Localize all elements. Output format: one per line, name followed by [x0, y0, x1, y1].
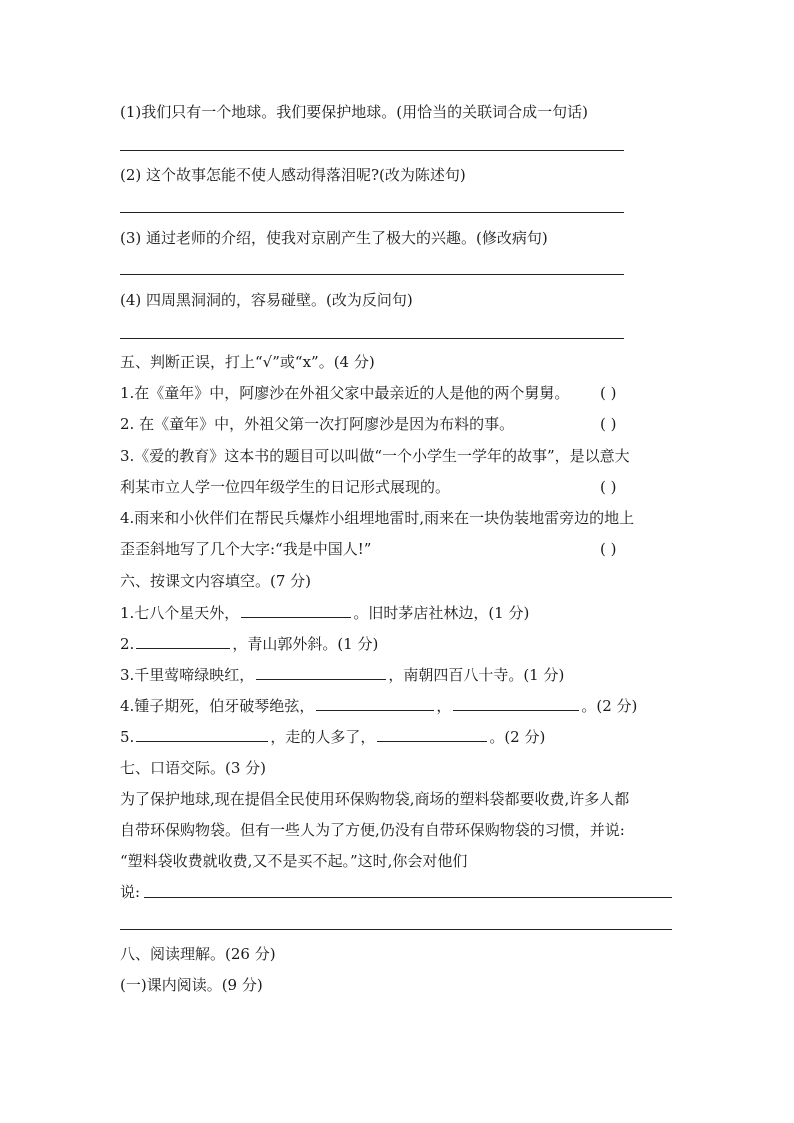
- fill-q4: [120, 695, 637, 716]
- judge-q4-line2: 歪歪斜地写了几个大字:“我是中国人!”: [120, 540, 372, 558]
- fill-q3: [120, 664, 564, 685]
- rewrite-item-3: (3) 通过老师的介绍，使我对京剧产生了极大的兴趣。(修改病句): [120, 229, 548, 247]
- judge-q1-answer-box[interactable]: ( ): [600, 384, 617, 402]
- fill-q3-prefix: 3.千里莺啼绿映红，: [120, 666, 255, 684]
- fill-q4-comma: ，: [436, 697, 452, 715]
- fill-q2: [120, 633, 378, 654]
- judge-q3-line1: 3.《爱的教育》这本书的题目可以叫做“一个小学生一学年的故事”，是以意大: [120, 447, 630, 465]
- oral-paragraph-line2: 自带环保购物袋。但有一些人为了方便,仍没有自带环保购物袋的习惯，并说:: [120, 821, 625, 839]
- fill-q1-prefix: 1.七八个星天外，: [120, 604, 240, 622]
- fill-q5: [120, 726, 545, 747]
- fill-q5-suffix: 。(2 分): [489, 728, 546, 746]
- fill-q2-prefix: 2.: [120, 635, 135, 653]
- fill-q4-blank-1[interactable]: [316, 695, 434, 711]
- fill-q5-blank-1[interactable]: [136, 726, 268, 742]
- judge-q4-line1: 4.雨来和小伙伴们在帮民兵爆炸小组埋地雷时,雨来在一块伪装地雷旁边的地上: [120, 509, 635, 527]
- fill-q2-blank[interactable]: [136, 633, 230, 649]
- judge-q1: 1.在《童年》中，阿廖沙在外祖父家中最亲近的人是他的两个舅舅。: [120, 384, 570, 402]
- fill-q4-blank-2[interactable]: [453, 695, 579, 711]
- section8-heading: 八、阅读理解。(26 分): [120, 945, 276, 963]
- fill-q5-middle: ，走的人多了，: [270, 728, 376, 746]
- judge-q2-answer-box[interactable]: ( ): [600, 415, 617, 433]
- judge-q3-answer-box[interactable]: ( ): [600, 478, 617, 496]
- fill-q4-prefix: 4.锺子期死，伯牙破琴绝弦，: [120, 697, 315, 715]
- rewrite-item-2: (2) 这个故事怎能不使人感动得落泪呢?(改为陈述句): [120, 166, 466, 184]
- section6-heading: 六、按课文内容填空。(7 分): [120, 572, 312, 590]
- fill-q3-blank[interactable]: [256, 664, 386, 680]
- fill-q1-suffix: 。旧时茅店社林边，(1 分): [353, 604, 530, 622]
- fill-q1-blank[interactable]: [241, 602, 351, 618]
- section7-heading: 七、口语交际。(3 分): [120, 759, 267, 777]
- fill-q1: [120, 602, 529, 623]
- judge-q3-line2: 利某市立人学一位四年级学生的日记形式展现的。: [120, 478, 451, 496]
- fill-q4-suffix: 。(2 分): [581, 697, 638, 715]
- section5-heading: 五、判断正误，打上“√”或“x”。(4 分): [120, 353, 375, 371]
- oral-paragraph-line1: 为了保护地球,现在提倡全民使用环保购物袋,商场的塑料袋都要收费,许多人都: [120, 790, 630, 808]
- rewrite-item-1: (1)我们只有一个地球。我们要保护地球。(用恰当的关联词合成一句话): [120, 103, 588, 121]
- rewrite-item-4: (4) 四周黑洞洞的，容易碰壁。(改为反问句): [120, 291, 413, 309]
- answer-line-2[interactable]: [120, 212, 624, 213]
- answer-line-1[interactable]: [120, 150, 624, 151]
- answer-line-4[interactable]: [120, 338, 624, 339]
- fill-q5-prefix: 5.: [120, 728, 135, 746]
- oral-answer-line-2[interactable]: [120, 929, 672, 930]
- oral-paragraph-line3: “塑料袋收费就收费,又不是买不起。”这时,你会对他们: [120, 852, 468, 870]
- fill-q3-suffix: ，南朝四百八十寺。(1 分): [388, 666, 565, 684]
- fill-q5-blank-2[interactable]: [377, 726, 487, 742]
- answer-line-3[interactable]: [120, 274, 624, 275]
- oral-say-label: 说:: [120, 883, 141, 901]
- section8-subheading: (一)课内阅读。(9 分): [120, 976, 263, 994]
- fill-q2-suffix: ，青山郭外斜。(1 分): [232, 635, 379, 653]
- oral-answer-line-1[interactable]: [144, 897, 672, 898]
- judge-q4-answer-box[interactable]: ( ): [600, 540, 617, 558]
- judge-q2: 2. 在《童年》中，外祖父第一次打阿廖沙是因为布料的事。: [120, 415, 515, 433]
